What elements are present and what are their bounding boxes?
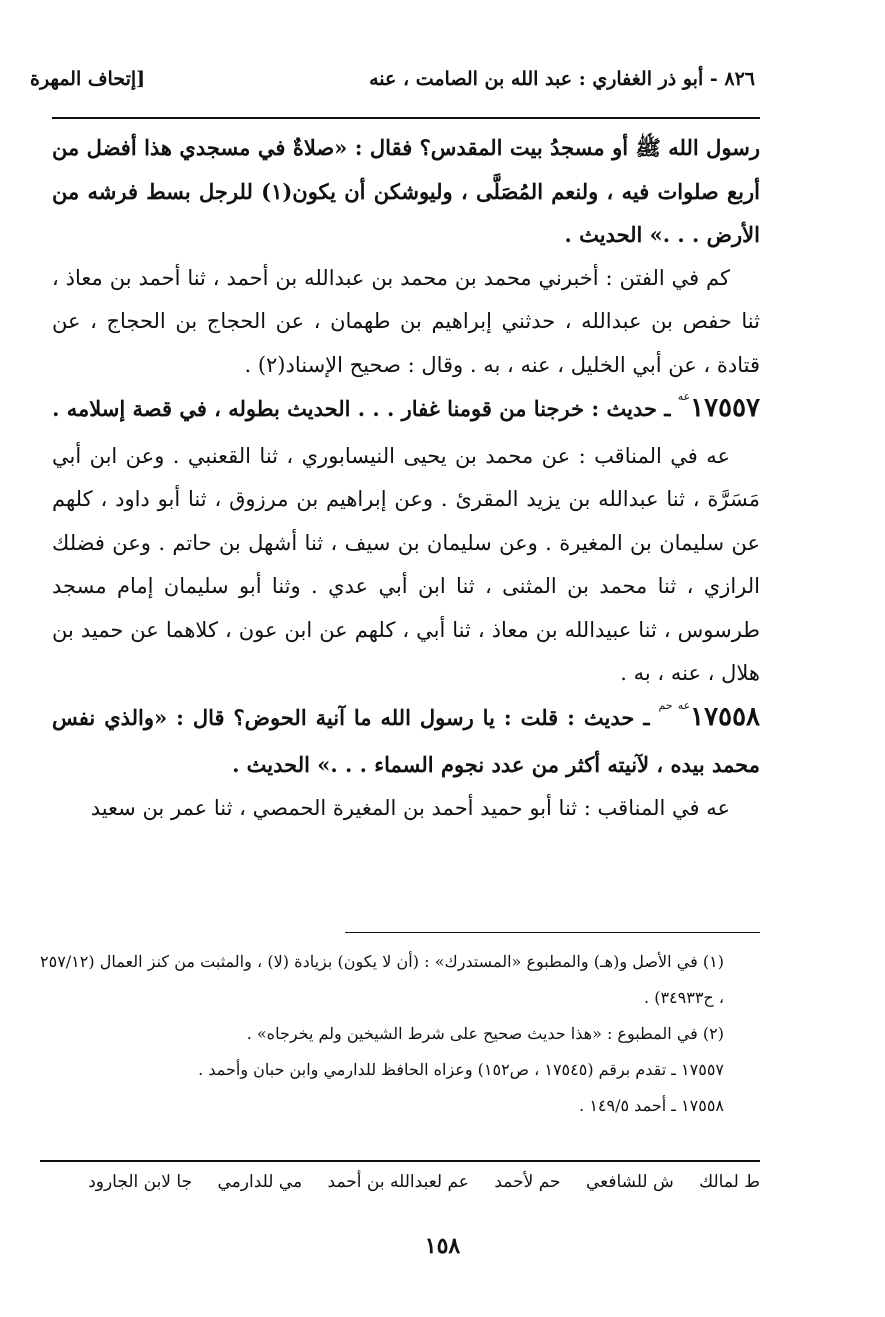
header-book-title: [إتحاف المهرة — [30, 68, 146, 90]
footnote-2: (٢) في المطبوع : «هذا حديث صحيح على شرط الشيخين ولم يخرجاه» . — [246, 1024, 724, 1043]
hadith-text: ـ حديث : قلت : يا رسول الله ما آنية الحوض؟ قال : «والذي نفس محمد بيده ، لآنيته أكثر من عدد نجوم السماء . . .» الحديث . — [52, 704, 760, 777]
abbreviation-key — [40, 1172, 760, 1192]
header-divider — [52, 117, 760, 119]
hadith-source-marker: عه حم — [658, 698, 691, 712]
paragraph-isnad-fitan: كم في الفتن : أخبرني محمد بن محمد بن عبدالله بن أحمد ، ثنا أحمد بن معاذ ، ثنا حفص بن عبدالله ، حدثني إبراهيم بن طهمان ، عن الحجاج بن الحجاج ، عن قتادة ، عن أبي الخليل ، عنه ، به . وقال : صحيح الإسناد(٢) . — [52, 265, 760, 377]
abbreviation-divider — [40, 1160, 760, 1162]
footnote-1: (١) في الأصل و(هـ) والمطبوع «المستدرك» : (أن لا يكون) بزيادة (لا) ، والمثبت من كنز العمال (٢٥٧/١٢ ، ح٣٤٩٣٣) . — [40, 952, 724, 1007]
abbreviation-item: مي للدارمي — [217, 1172, 303, 1192]
abbreviation-item: ط لمالك — [699, 1172, 760, 1192]
hadith-number: ١٧٥٥٧ — [690, 393, 760, 423]
hadith-17557 — [52, 387, 760, 435]
running-header — [30, 62, 755, 102]
header-chapter-title: ٨٢٦ - أبو ذر الغفاري : عبد الله بن الصامت ، عنه — [369, 68, 755, 90]
footnote-4: ١٧٥٥٨ ـ أحمد ١٤٩/٥ . — [579, 1096, 724, 1115]
main-text — [52, 126, 760, 830]
paragraph-isnad-manaqib: عه في المناقب : عن محمد بن يحيى النيسابوري ، ثنا القعنبي . وعن ابن أبي مَسَرَّة ، ثنا عبدالله بن يزيد المقرئ . وعن إبراهيم بن مرزوق ، ثنا أبو داود ، كلهم عن سليمان بن المغيرة . وعن سليمان بن سيف ، ثنا أشهل بن حاتم . وعن فضلك الرازي ، ثنا محمد بن المثنى ، ثنا ابن أبي عدي . وثنا أبو سليمان إمام مسجد طرسوس ، ثنا عبيدالله بن معاذ ، ثنا أبي ، كلهم عن ابن عون ، كلاهما عن حميد بن هلال ، عنه ، به . — [52, 443, 760, 685]
abbreviation-item: جا لابن الجارود — [88, 1172, 193, 1192]
hadith-source-marker: عه — [677, 390, 691, 403]
page-number: ١٥٨ — [424, 1233, 461, 1259]
footnote-divider — [345, 932, 760, 933]
abbreviation-item: عم لعبدالله بن أحمد — [327, 1172, 469, 1192]
abbreviation-item: ش للشافعي — [585, 1172, 674, 1192]
abbreviation-item: حم لأحمد — [494, 1172, 561, 1192]
paragraph-isnad-manaqib-2: عه في المناقب : ثنا أبو حميد أحمد بن المغيرة الحمصي ، ثنا عمر بن سعيد — [90, 795, 730, 820]
footnote-3: ١٧٥٥٧ ـ تقدم برقم (١٧٥٤٥ ، ص١٥٢) وعزاه الحافظ للدارمي وابن حبان وأحمد . — [198, 1060, 724, 1079]
hadith-text: ـ حديث : خرجنا من قومنا غفار . . . الحديث بطوله ، في قصة إسلامه . — [52, 396, 671, 421]
hadith-17558 — [52, 696, 760, 787]
footnotes — [40, 944, 760, 1124]
paragraph-hadith-continuation: رسول الله ﷺ أو مسجدُ بيت المقدس؟ فقال : «صلاةٌ في مسجدي هذا أفضل من أربع صلوات فيه ، ولنعم المُصَلَّى ، وليوشكن أن يكون(١) للرجل بسط فرشه من الأرض . . .» الحديث . — [52, 135, 760, 247]
hadith-number: ١٧٥٥٨ — [690, 701, 760, 732]
